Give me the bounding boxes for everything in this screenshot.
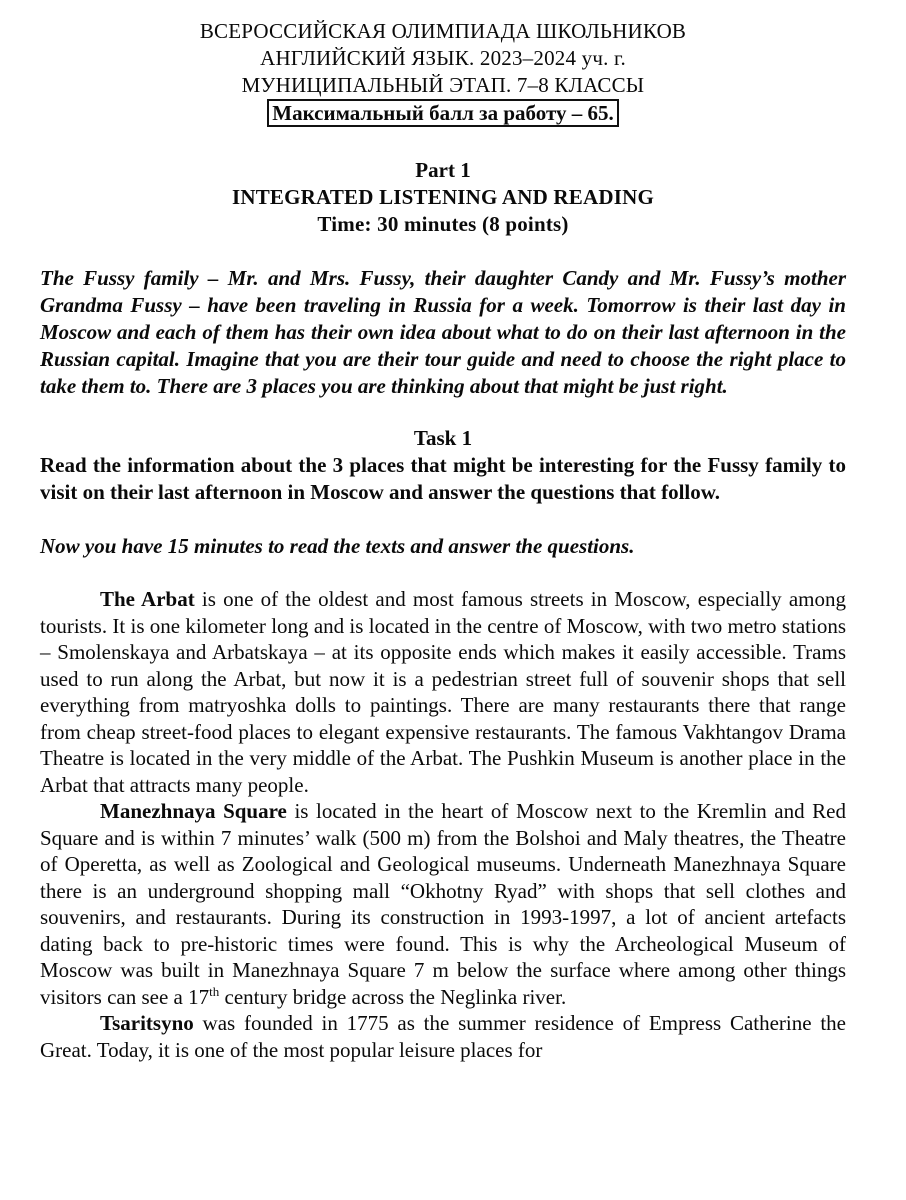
stage-grades: МУНИЦИПАЛЬНЫЙ ЭТАП. 7–8 КЛАССЫ — [241, 73, 645, 97]
manezhnaya-name: Manezhnaya Square — [100, 799, 287, 823]
part-title: INTEGRATED LISTENING AND READING — [231, 185, 654, 209]
max-score-box: Максимальный балл за работу – 65. — [267, 99, 619, 127]
max-score-line — [40, 99, 846, 127]
tsaritsyno-text: was founded in 1775 as the summer residence of Empress Catherine the Great. Today, it is one of the most popular leisure places for — [40, 1011, 846, 1062]
tsaritsyno-name: Tsaritsyno — [100, 1011, 194, 1035]
arbat-paragraph — [40, 586, 846, 798]
arbat-name: The Arbat — [100, 587, 195, 611]
reading-time-note: Now you have 15 minutes to read the texts and answer the questions. — [40, 534, 635, 558]
part-time: Time: 30 minutes (8 points) — [317, 212, 569, 236]
manezhnaya-paragraph — [40, 798, 846, 1010]
task-instruction: Read the information about the 3 places that might be interesting for the Fussy family to visit on their last afternoon in Moscow and answer the questions that follow. — [40, 453, 846, 504]
part-number: Part 1 — [415, 158, 471, 182]
arbat-text: is one of the oldest and most famous streets in Moscow, especially among tourists. It is one kilometer long and is located in the centre of Moscow, with two metro stations – Smolenskaya and Arbatskaya – at its opposite ends which makes it easily accessible. Trams used to run along the Arbat, but now it is a pedestrian street full of souvenir shops that sell everything from matryoshka dolls to paintings. There are many restaurants there that range from cheap street-food places to elegant expensive restaurants. The famous Vakhtangov Drama Theatre is located in the very middle of the Arbat. The Pushkin Museum is another place in the Arbat that attracts many people. — [40, 587, 847, 797]
olympiad-title: ВСЕРОССИЙСКАЯ ОЛИМПИАДА ШКОЛЬНИКОВ — [199, 19, 687, 43]
intro-paragraph: The Fussy family – Mr. and Mrs. Fussy, their daughter Candy and Mr. Fussy’s mother Grandma Fussy – have been traveling in Russia for a week. Tomorrow is their last day in Moscow and each of them has their own idea about what to do on their last afternoon in the Russian capital. Imagine that you are their tour guide and need to choose the right place to take them to. There are 3 places you are thinking about that might be just right. — [40, 266, 846, 398]
subject-year: АНГЛИЙСКИЙ ЯЗЫК. 2023–2024 уч. г. — [260, 46, 626, 70]
manezhnaya-text-b: century bridge across the Neglinka river. — [219, 984, 567, 1009]
ordinal-suffix: th — [209, 983, 220, 999]
task-title: Task 1 — [413, 426, 473, 450]
tsaritsyno-paragraph — [40, 1010, 846, 1063]
manezhnaya-text-a: is located in the heart of Moscow next to the Kremlin and Red Square and is within 7 minutes’ walk (500 m) from the Bolshoi and Maly theatres, the Theatre of Operetta, as well as Zoological and Geological museums. Underneath Manezhnaya Square there is an underground shopping mall “Okhotny Ryad” with shops that sell clothes and souvenirs, and restaurants. During its construction in 1993-1997, a lot of ancient artefacts dating back to pre-historic times were found. This is why the Archeological Museum of Moscow was built in Manezhnaya Square 7 m below the surface where among other things visitors can see a 17 — [40, 799, 846, 1009]
document-page — [40, 18, 846, 1063]
